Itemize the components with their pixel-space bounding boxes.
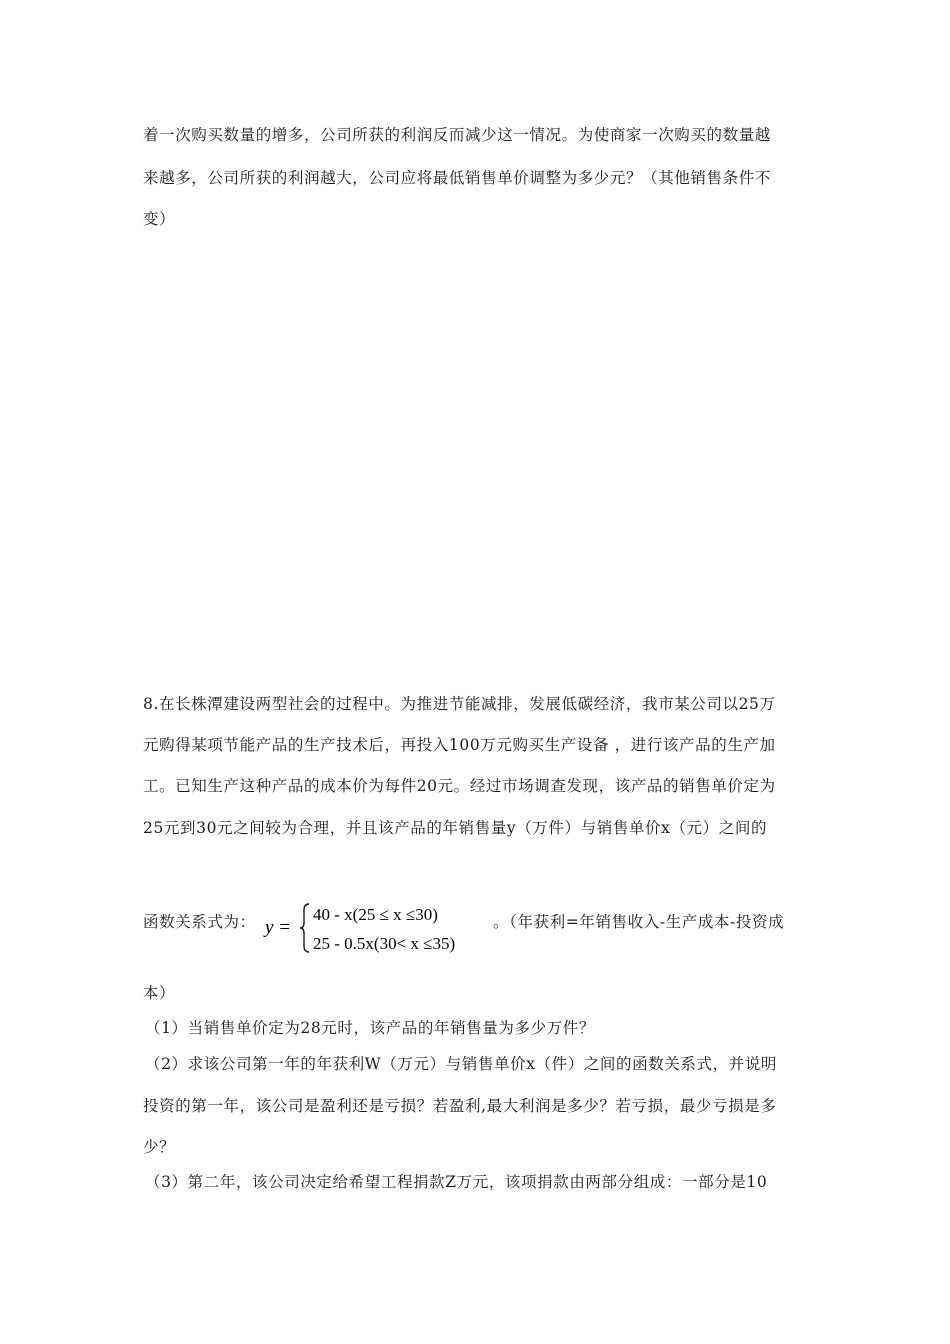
problem-8-line: 本） bbox=[143, 984, 176, 1002]
piecewise-function bbox=[261, 896, 493, 960]
paragraph-line: 来越多，公司所获的利润越大，公司应将最低销售单价调整为多少元？（其他销售条件不 bbox=[143, 169, 771, 187]
left-brace bbox=[300, 904, 309, 952]
question-line: 少？ bbox=[143, 1138, 176, 1156]
problem-8-line: 8.在长株潭建设两型社会的过程中。为推进节能减排，发展低碳经济，我市某公司以25万 bbox=[143, 695, 776, 713]
question-line: （3）第二年，该公司决定给希望工程捐款Z万元，该项捐款由两部分组成：一部分是10 bbox=[145, 1173, 768, 1191]
formula-tail-text: 。（年获利=年销售收入-生产成本-投资成 bbox=[493, 913, 785, 931]
formula-case-1: 40 - x(25 ≤ x ≤30) bbox=[313, 905, 438, 924]
problem-8-line: 元购得某项节能产品的生产技术后，再投入100万元购买生产设备 ，进行该产品的生产加 bbox=[143, 736, 776, 754]
formula-lead-text: 函数关系式为： bbox=[143, 913, 256, 931]
question-line: （2）求该公司第一年的年获利W（万元）与销售单价x（件）之间的函数关系式，并说明 bbox=[145, 1055, 778, 1073]
paragraph-line: 着一次购买数量的增多，公司所获的利润反而减少这一情况。为使商家一次购买的数量越 bbox=[143, 126, 771, 144]
question-line: 投资的第一年，该公司是盈利还是亏损？若盈利,最大利润是多少？若亏损，最少亏损是多 bbox=[143, 1097, 777, 1115]
problem-8-line: 25元到30元之间较为合理，并且该产品的年销售量y（万件）与销售单价x（元）之间的 bbox=[143, 819, 768, 837]
problem-8-line: 工。已知生产这种产品的成本价为每件20元。经过市场调查发现，该产品的销售单价定为 bbox=[143, 777, 776, 795]
paragraph-line: 变） bbox=[143, 210, 176, 228]
formula-case-2: 25 - 0.5x(30< x ≤35) bbox=[313, 934, 456, 953]
formula-lhs: y = bbox=[265, 917, 292, 938]
piecewise-formula-row bbox=[143, 900, 808, 960]
question-line: （1）当销售单价定为28元时，该产品的年销售量为多少万件？ bbox=[145, 1019, 595, 1037]
